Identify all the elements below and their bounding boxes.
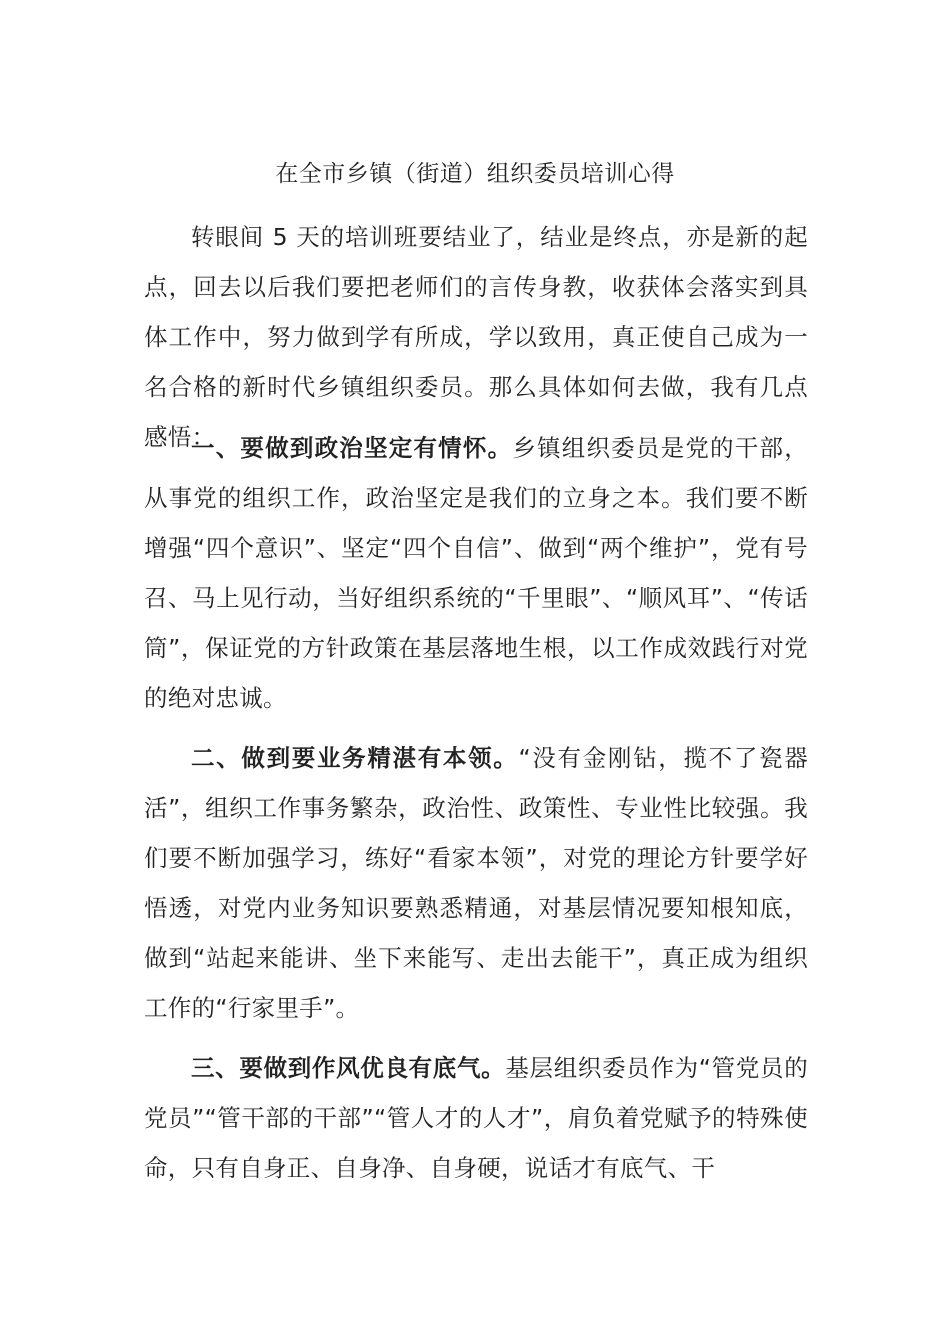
paragraph-political [144, 423, 808, 723]
paragraph-conduct-text: 基层组织委员作为“管党员的党员”“管干部的干部”“管人才的人才”，肩负着党赋予的特殊使命，只有自身正、自身净、自身硬，说话才有底气、干 [144, 1054, 809, 1182]
section-heading-2: 二、做到要业务精湛有本领。 [191, 744, 519, 772]
document-title: 在全市乡镇（街道）组织委员培训心得 [275, 161, 675, 187]
section-heading-1: 一、要做到政治坚定有情怀。 [191, 434, 513, 462]
paragraph-conduct [144, 1043, 808, 1193]
paragraph-political-text: 乡镇组织委员是党的干部，从事党的组织工作，政治坚定是我们的立身之本。我们要不断增强“四个意识”、坚定“四个自信”、做到“两个维护”，党有号召、马上见行动，当好组织系统的“千里眼”、“顺风耳”、“传话筒”，保证党的方针政策在基层落地生根，以工作成效践行对党的绝对忠诚。 [144, 434, 808, 712]
paragraph-intro-text: 转眼间 5 天的培训班要结业了，结业是终点，亦是新的起点，回去以后我们要把老师们的言传身教，收获体会落实到具体工作中，努力做到学有所成，学以致用，真正使自己成为一名合格的新时代乡镇组织委员。那么具体如何去做，我有几点感悟： [144, 223, 808, 451]
paragraph-professional-text: “没有金刚钻，揽不了瓷器活”，组织工作事务繁杂，政治性、政策性、专业性比较强。我们要不断加强学习，练好“看家本领”，对党的理论方针要学好悟透，对党内业务知识要熟悉精通，对基层情况要知根知底，做到“站起来能讲、坐下来能写、走出去能干”，真正成为组织工作的“行家里手”。 [144, 744, 808, 1022]
section-heading-3: 三、要做到作风优良有底气。 [191, 1054, 506, 1082]
paragraph-professional [144, 733, 808, 1033]
